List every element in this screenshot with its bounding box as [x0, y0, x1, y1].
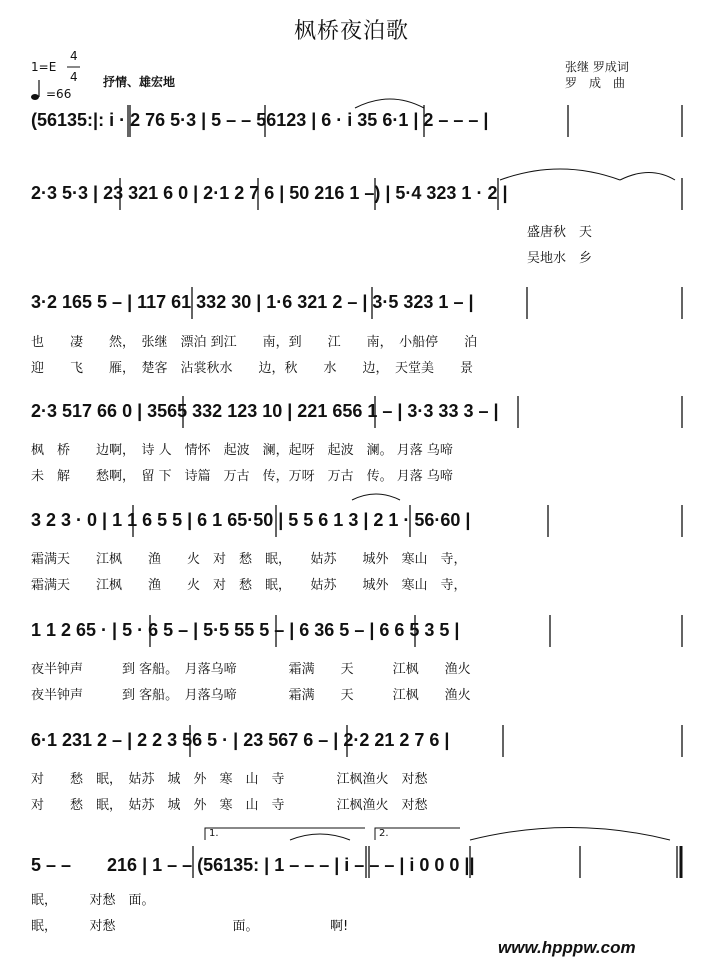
notation-line: 2·3 517 66 0 | 3565 332 123 10 | 221 656 1 – | 3·3 33 3 – |: [31, 401, 499, 421]
lyricist-credit: 张继 罗成词: [565, 60, 629, 74]
lyric-line-2: 霜满天 江枫 渔 火 对 愁 眠， 姑苏 城外 寒山 寺，: [31, 578, 467, 593]
lyric-line-2: 眠， 对愁 面。 啊!: [31, 919, 349, 934]
volta-2-label: 2.: [379, 828, 389, 839]
notation-line: 3·2 165 5 – | 117 61 332 30 | 1·6 321 2 – | 3·5 323 1 – |: [31, 292, 474, 312]
time-signature-bottom: 4: [70, 70, 78, 84]
tempo-marking: =66: [46, 87, 72, 101]
song-title: 枫桥夜泊歌: [293, 19, 409, 44]
lyric-line-1: 枫 桥 边啊， 诗 人 情怀 起波 澜，起呀 起波 澜。 月落 乌啼: [31, 443, 453, 458]
lyric-line-1: 对 愁 眠， 姑苏 城 外 寒 山 寺 江枫渔火 对愁: [31, 772, 428, 787]
quarter-note-icon: [31, 94, 39, 100]
lyric-line-2: 迎 飞 雁， 楚客 沾裳秋水 边，秋 水 边， 天堂美 景: [31, 361, 474, 376]
volta-1-label: 1.: [209, 828, 219, 839]
composer-credit: 罗 成 曲: [565, 76, 626, 90]
notation-line: (56135:|: i · 2 76 5·3 | 5 – – 56123 | 6 · i 35 6·1 | 2 – – – |: [31, 110, 489, 130]
lyric-line-1: 盛唐秋 天: [527, 225, 593, 240]
watermark: www.hpppw.com: [498, 938, 636, 957]
bar-lines: [120, 105, 682, 878]
style-marking: 抒情、雄宏地: [103, 75, 176, 89]
lyric-line-1: 夜半钟声 到 客船。 月落乌啼 霜满 天 江枫 渔火: [31, 662, 471, 677]
notation-line: 5 – – 216 | 1 – – (56135: | 1 – – – | i – – – | i 0 0 0 ||: [31, 855, 475, 875]
notation-line: 6·1 231 2 – | 2 2 3 56 5 · | 23 567 6 – | 2·2 21 2 7 6 |: [31, 730, 450, 750]
lyric-line-1: 霜满天 江枫 渔 火 对 愁 眠， 姑苏 城外 寒山 寺，: [31, 552, 467, 567]
lyric-line-1: 也 凄 然， 张继 漂泊 到江 南，到 江 南， 小船停 泊: [31, 335, 478, 350]
notation-line: 3 2 3 · 0 | 1 1 6 5 5 | 6 1 65·50 | 5 5 6 1 3 | 2 1 · 56·60 |: [31, 510, 471, 530]
volta-brackets: [205, 828, 460, 840]
lyric-line-1: 眠， 对愁 面。: [31, 893, 155, 908]
lyric-line-2: 对 愁 眠， 姑苏 城 外 寒 山 寺 江枫渔火 对愁: [31, 798, 428, 813]
notation-line: 1 1 2 65 · | 5 · 6 5 – | 5·5 55 5 – | 6 36 5 – | 6 6 5 3 5 |: [31, 620, 460, 640]
time-signature-top: 4: [70, 49, 78, 63]
lyric-line-2: 夜半钟声 到 客船。 月落乌啼 霜满 天 江枫 渔火: [31, 688, 471, 703]
key-signature: 1=E: [31, 60, 57, 74]
lyric-line-2: 未 解 愁啊， 留 下 诗篇 万古 传，万呀 万古 传。 月落 乌啼: [31, 469, 453, 484]
notation-line: 2·3 5·3 | 23 321 6 0 | 2·1 2 7 6 | 50 216 1 –) | 5·4 323 1 · 2 |: [31, 183, 508, 203]
lyric-line-2: 吴地水 乡: [527, 251, 593, 266]
